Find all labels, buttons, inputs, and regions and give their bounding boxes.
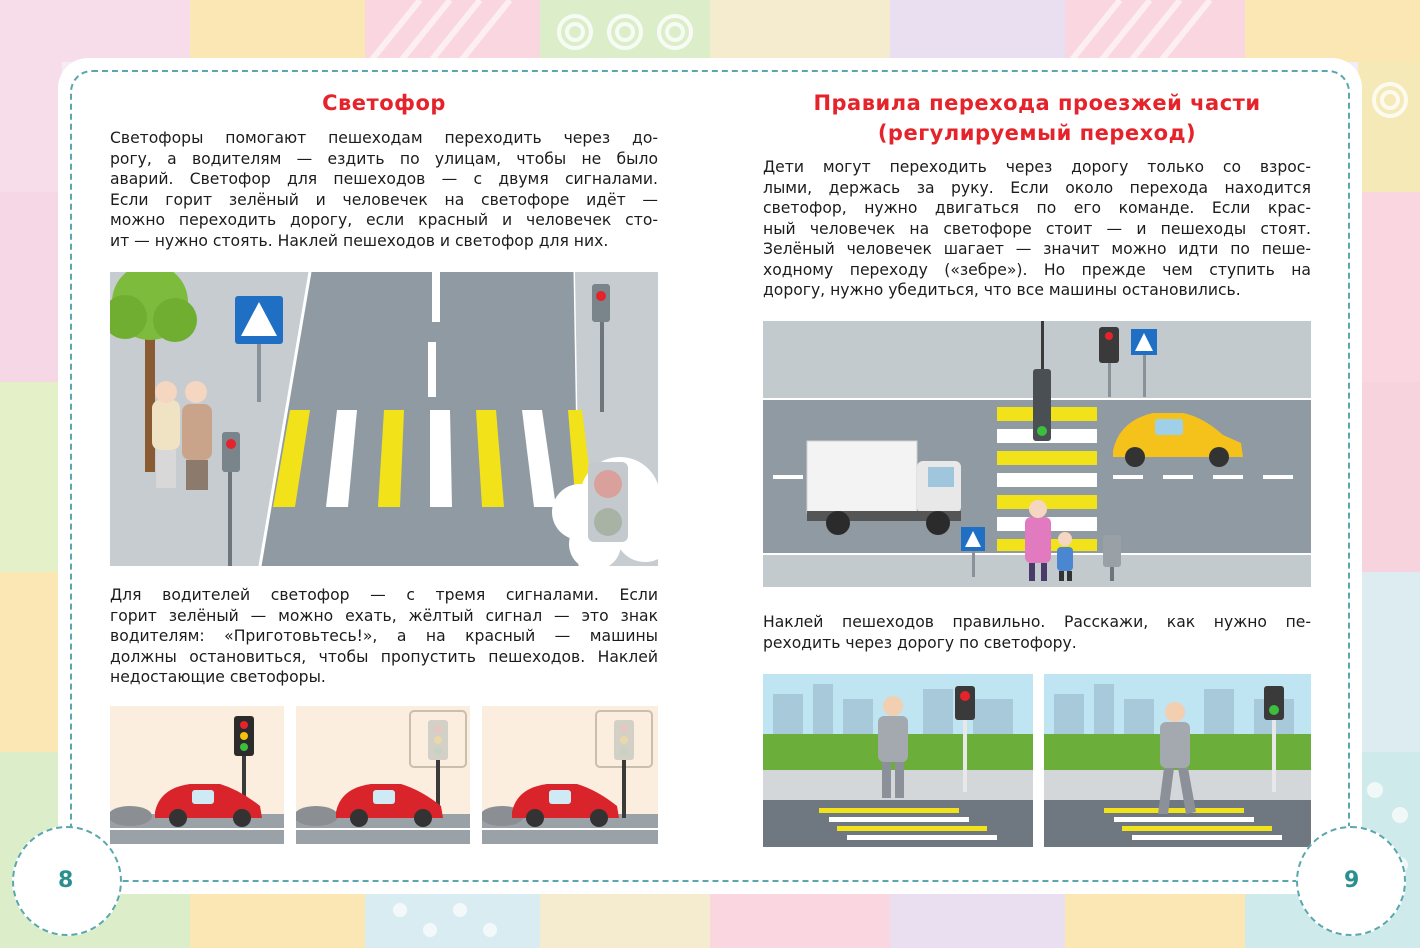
page-number-left: 8 bbox=[58, 868, 74, 893]
page-number-right: 9 bbox=[1344, 868, 1360, 893]
pedestrian-crossing-illustration bbox=[110, 272, 658, 566]
text-line: водителям: «Приготовьтесь!», а на красный — машины bbox=[110, 627, 658, 645]
page-number-left-badge bbox=[12, 826, 122, 936]
car-panel-green-light bbox=[110, 706, 284, 844]
text-line: лыми, держась за руку. Если около перехода находится bbox=[763, 178, 1311, 197]
text-line: Наклей пешеходов правильно. Расскажи, как нужно пе- bbox=[763, 613, 1311, 631]
text-line: можно переходить дорогу, если красный и человечек сто- bbox=[110, 211, 658, 229]
text-line: ходному переходу («зебре»). Но прежде чем ступить на bbox=[763, 260, 1311, 279]
text-line: аварий. Светофор для пешеходов — с двумя сигналами. bbox=[110, 170, 658, 188]
text-line: реходить через дорогу по светофору. bbox=[763, 633, 1077, 652]
right-paragraph-2 bbox=[763, 612, 1311, 653]
left-paragraph-1 bbox=[110, 128, 658, 251]
pedestrian-crossing-green-panel bbox=[1044, 674, 1311, 847]
text-line: ит — нужно стоять. Наклей пешеходов и светофор для них. bbox=[110, 231, 609, 250]
car-panel-missing-light-1 bbox=[296, 706, 470, 844]
right-paragraph-1 bbox=[763, 157, 1311, 301]
text-line: недостающие светофоры. bbox=[110, 668, 326, 686]
text-line: рогу, а водителям — ездить по улицам, чтобы не было bbox=[110, 149, 658, 168]
text-line: Светофоры помогают пешеходам переходить через до- bbox=[110, 129, 658, 147]
right-page-subtitle: (регулируемый переход) bbox=[877, 121, 1197, 145]
text-line: Дети могут переходить через дорогу только со взрос- bbox=[763, 158, 1311, 176]
page-number-right-badge bbox=[1296, 826, 1406, 936]
text-line: Зелёный человечек шагает — значит можно идти по пеше- bbox=[763, 240, 1311, 258]
pedestrian-waiting-red-panel bbox=[763, 674, 1033, 847]
car-panel-missing-light-2 bbox=[482, 706, 658, 844]
right-page-title: Правила перехода проезжей части bbox=[813, 91, 1261, 115]
left-page-title: Светофор bbox=[322, 91, 446, 115]
text-line: дорогу, нужно убедиться, что все машины остановились. bbox=[763, 281, 1241, 299]
regulated-crossing-illustration bbox=[763, 321, 1311, 587]
text-line: Если горит зелёный и человечек на светофоре идёт — bbox=[110, 190, 658, 209]
text-line: горит зелёный — можно ехать, жёлтый сигнал — это знак bbox=[110, 606, 658, 625]
text-line: должны остановиться, чтобы пропустить пешеходов. Наклей bbox=[110, 647, 658, 666]
left-paragraph-2 bbox=[110, 585, 658, 688]
text-line: ный человечек на светофоре стоит — и пешеходы стоят. bbox=[763, 219, 1311, 238]
text-line: Для водителей светофор — с тремя сигналами. Если bbox=[110, 586, 658, 604]
text-line: светофор, нужно двигаться по его команде. Если крас- bbox=[763, 199, 1311, 217]
